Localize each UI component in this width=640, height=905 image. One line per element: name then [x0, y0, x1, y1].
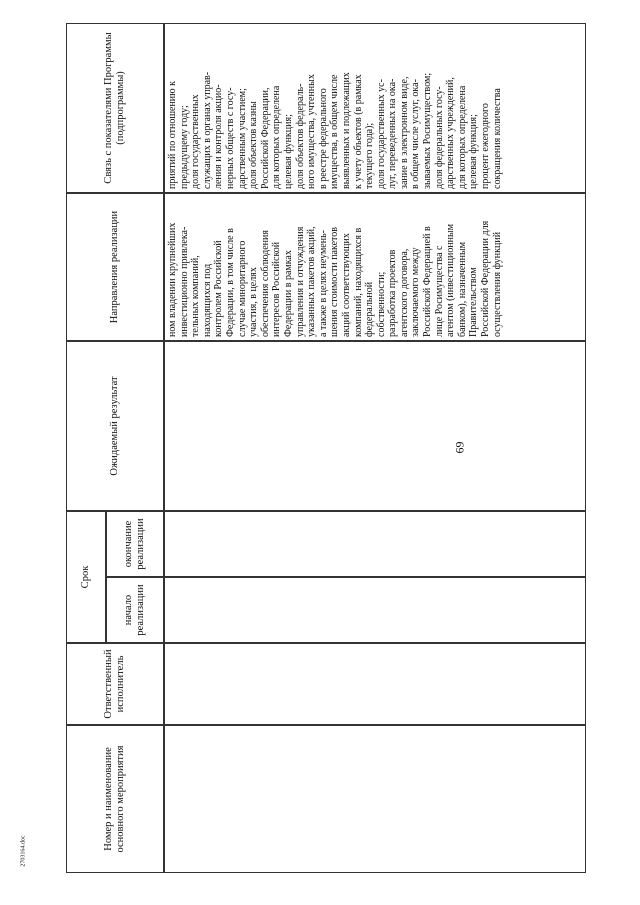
- directions-line: тельных компаний,: [190, 255, 202, 337]
- page-number: 69: [452, 441, 467, 454]
- indicators-line: в реестре федерального: [317, 88, 329, 189]
- header-term: Срок: [66, 511, 106, 643]
- directions-line: осуществления функций: [491, 231, 503, 337]
- indicators-line: предыдущему году;: [178, 105, 190, 189]
- indicators-line: процент ежегодного: [480, 103, 492, 189]
- cell-term-end: [164, 511, 586, 577]
- cell-expected-result: [164, 341, 586, 511]
- header-responsible: Ответственный исполнитель: [66, 643, 164, 725]
- indicators-line: для которых определена: [456, 85, 468, 189]
- indicators-line: приятий по отношению к: [167, 81, 178, 189]
- directions-line: инвестиционно привлека-: [178, 226, 190, 337]
- indicators-line: для которых определена: [271, 85, 283, 189]
- indicators-line: дарственным участием;: [236, 88, 248, 189]
- directions-line: участия, в целях: [248, 267, 260, 337]
- cell-directions: [164, 193, 586, 341]
- directions-line: банком), назначенным: [456, 241, 468, 337]
- cell-term-start: [164, 577, 586, 643]
- directions-line: заключаемого между: [410, 247, 422, 337]
- indicators-line: целевая функция;: [468, 114, 480, 189]
- cell-event-name: [164, 725, 586, 873]
- indicators-line: целевая функция;: [282, 114, 294, 189]
- indicators-line: к учету объектов (в рамках: [352, 74, 364, 189]
- directions-line: Российской Федерации для: [480, 220, 492, 337]
- directions-line: Российской Федерацией в: [422, 226, 434, 337]
- directions-line: а также в целях неумень-: [317, 230, 329, 337]
- directions-line: лице Росимущества с: [433, 245, 445, 337]
- directions-line: федеральной: [364, 281, 376, 337]
- indicators-line: доля федеральных госу-: [433, 86, 445, 189]
- indicators-line: доля государственных ус-: [375, 79, 387, 189]
- directions-line: обеспечения соблюдения: [259, 230, 271, 337]
- indicators-line: нерных обществ с госу-: [224, 87, 236, 189]
- directions-line: управления и отчуждения: [294, 226, 306, 337]
- indicators-line: ного имущества, учтенных: [306, 74, 318, 189]
- directions-line: указанных пакетов акций,: [306, 226, 318, 337]
- directions-line: Федерации, в том числе в: [224, 228, 236, 337]
- indicators-line: служащих в органах управ-: [201, 71, 213, 189]
- indicators-line: выявленных и подлежащих: [340, 72, 352, 189]
- header-term-end: окончание реализации: [106, 511, 164, 577]
- indicators-line: дарственных учреждений,: [445, 77, 457, 189]
- directions-line: акций соответствующих: [340, 233, 352, 337]
- directions-line: контролем Российской: [213, 240, 225, 337]
- directions-line: шения стоимости пакетов: [329, 226, 341, 337]
- indicators-line: луг, переведенных на ока-: [387, 78, 399, 189]
- rotated-table: [66, 23, 586, 873]
- cell-indicators: [164, 23, 586, 193]
- indicators-line: Российской Федерации,: [259, 87, 271, 189]
- indicators-line: сокращения количества: [491, 88, 503, 189]
- header-expected-result: Ожидаемый результат: [66, 341, 164, 511]
- indicators-line: текущего года);: [364, 122, 376, 189]
- indicators-line: доля объектов федераль-: [294, 83, 306, 189]
- directions-line: случае миноритарного: [236, 240, 248, 337]
- header-event-name: Номер и наименование основного мероприятия: [66, 725, 164, 873]
- directions-line: разработка проектов: [387, 249, 399, 337]
- indicators-line: доля государственных: [190, 94, 202, 189]
- directions-line: Правительством: [468, 267, 480, 337]
- header-term-start: начало реализации: [106, 577, 164, 643]
- directions-line: агентом (инвестиционным: [445, 223, 457, 337]
- indicators-line: зание в электронном виде,: [398, 76, 410, 189]
- indicators-line: в общем числе услуг, ока-: [410, 79, 422, 189]
- indicators-line: имущества, в общем числе: [329, 74, 341, 189]
- indicators-line: доля объектов казны: [248, 101, 260, 189]
- header-directions: Направления реализации: [66, 193, 164, 341]
- indicators-line: зываемых Росимуществом;: [422, 72, 434, 189]
- document-id: 2703164.doc: [20, 835, 27, 867]
- directions-line: Федерации в рамках: [282, 250, 294, 337]
- indicators-line: ления и контроля акцио-: [213, 84, 225, 189]
- directions-line: находящихся под: [201, 263, 213, 337]
- cell-responsible: [164, 643, 586, 725]
- directions-line: агентского договора,: [398, 248, 410, 337]
- directions-line: компаний, находящихся в: [352, 227, 364, 337]
- directions-line: ном владении крупнейших: [167, 222, 178, 337]
- header-indicators: Связь с показателями Программы (подпрограммы): [66, 23, 164, 193]
- directions-line: собственности;: [375, 271, 387, 337]
- directions-line: интересов Российской: [271, 241, 283, 337]
